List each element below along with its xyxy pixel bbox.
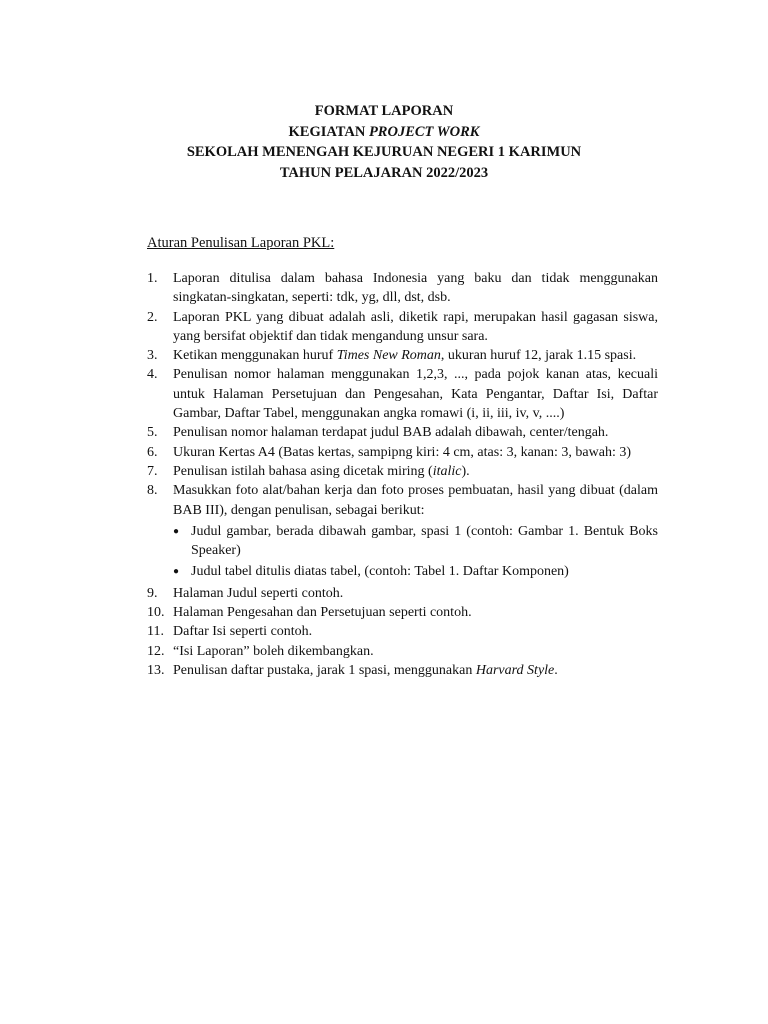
sub-list-item-text: Judul gambar, berada dibawah gambar, spasi 1 (contoh: Gambar 1. Bentuk Boks Speaker) [191, 523, 658, 559]
sub-list-item [173, 562, 658, 581]
list-item [147, 481, 658, 583]
list-item-number: 1. [147, 271, 158, 286]
list-item-text [173, 346, 658, 365]
list-item [147, 603, 658, 622]
list-item-number: 5. [147, 425, 158, 441]
italic-term: Times New Roman [336, 348, 441, 364]
text-run: Laporan ditulisa dalam bahasa Indonesia yang baku dan tidak menggunakan singkatan-singkatan, seperti: tdk, yg, dll, dst, dsb. [173, 271, 658, 306]
text-run: ). [461, 463, 470, 479]
sub-list-item [173, 522, 658, 561]
list-item [147, 308, 658, 347]
header-line-2 [0, 122, 768, 143]
list-item [147, 346, 658, 365]
list-item-number: 12. [147, 643, 165, 659]
text-run: “Isi Laporan” boleh dikembangkan. [173, 643, 374, 659]
text-run: Penulisan daftar pustaka, jarak 1 spasi, menggunakan [173, 662, 476, 678]
rules-list [147, 269, 658, 680]
text-run: Penulisan nomor halaman terdapat judul BAB adalah dibawah, center/tengah. [173, 425, 609, 441]
sub-list-item-text: Judul tabel ditulis diatas tabel, (contoh: Tabel 1. Daftar Komponen) [191, 564, 569, 580]
sub-list [173, 522, 658, 582]
list-item-text [173, 603, 658, 622]
bullet-icon: ● [173, 566, 180, 578]
list-item-text [173, 622, 658, 641]
document-header [0, 101, 768, 183]
list-item [147, 642, 658, 661]
list-item-text [173, 481, 658, 583]
list-item-number: 9. [147, 585, 158, 601]
text-run: Penulisan nomor halaman menggunakan 1,2,3, ..., pada pojok kanan atas, kecuali untuk Halaman Persetujuan dan Pengesahan, Kata Pengantar, Daftar Isi, Daftar Gambar, Daftar Tabel, menggunakan angka romawi (i, ii, iii, iv, v, ....) [173, 367, 658, 422]
list-item [147, 269, 658, 308]
list-item-number: 7. [147, 463, 158, 479]
text-run: Ketikan menggunakan huruf [173, 348, 337, 364]
list-item [147, 622, 658, 641]
list-item-text [173, 308, 658, 347]
header-line-2-italic: PROJECT WORK [368, 123, 480, 140]
list-item-number: 3. [147, 348, 158, 364]
list-item-text [173, 269, 658, 308]
bullet-icon: ● [173, 525, 180, 537]
section-title: Aturan Penulisan Laporan PKL: [147, 235, 335, 251]
header-line-3: SEKOLAH MENENGAH KEJURUAN NEGERI 1 KARIMUN [186, 144, 582, 160]
list-item [147, 423, 658, 442]
italic-term: Harvard Style [475, 662, 555, 678]
header-line-2-prefix: KEGIATAN [288, 123, 369, 140]
list-item-number: 2. [147, 309, 158, 325]
italic-term: italic [432, 463, 462, 479]
list-item-text [173, 462, 658, 481]
text-run: Halaman Pengesahan dan Persetujuan seperti contoh. [173, 605, 472, 621]
text-run: Halaman Judul seperti contoh. [173, 585, 344, 601]
list-item-text [173, 584, 658, 603]
text-run: Masukkan foto alat/bahan kerja dan foto proses pembuatan, hasil yang dibuat (dalam BAB III), dengan penulisan, sebagai berikut: [173, 483, 658, 518]
text-run: , ukuran huruf 12, jarak 1.15 spasi. [440, 348, 637, 364]
list-item-text [173, 661, 658, 680]
text-run: Daftar Isi seperti contoh. [173, 624, 313, 640]
header-line-1: FORMAT LAPORAN [314, 103, 454, 119]
header-line-4: TAHUN PELAJARAN 2022/2023 [279, 164, 489, 181]
text-run: Ukuran Kertas A4 (Batas kertas, sampipng kiri: 4 cm, atas: 3, kanan: 3, bawah: 3) [173, 444, 631, 460]
list-item-number: 11. [147, 624, 164, 640]
list-item [147, 462, 658, 481]
list-item-text [173, 423, 658, 442]
list-item-number: 4. [147, 367, 158, 383]
list-item [147, 443, 658, 462]
text-run: Laporan PKL yang dibuat adalah asli, diketik rapi, merupakan hasil gagasan siswa, yang bersifat objektif dan tidak mengandung unsur sara. [173, 309, 658, 344]
list-item-number: 6. [147, 444, 158, 460]
list-item-number: 13. [147, 662, 165, 678]
list-item [147, 584, 658, 603]
list-item-number: 8. [147, 483, 158, 499]
list-item [147, 365, 658, 423]
list-item-text [173, 443, 658, 462]
list-item-text [173, 642, 658, 661]
text-run: Penulisan istilah bahasa asing dicetak miring ( [173, 463, 433, 479]
list-item-number: 10. [147, 605, 165, 621]
list-item [147, 661, 658, 680]
list-item-text [173, 365, 658, 423]
text-run: . [554, 662, 558, 678]
